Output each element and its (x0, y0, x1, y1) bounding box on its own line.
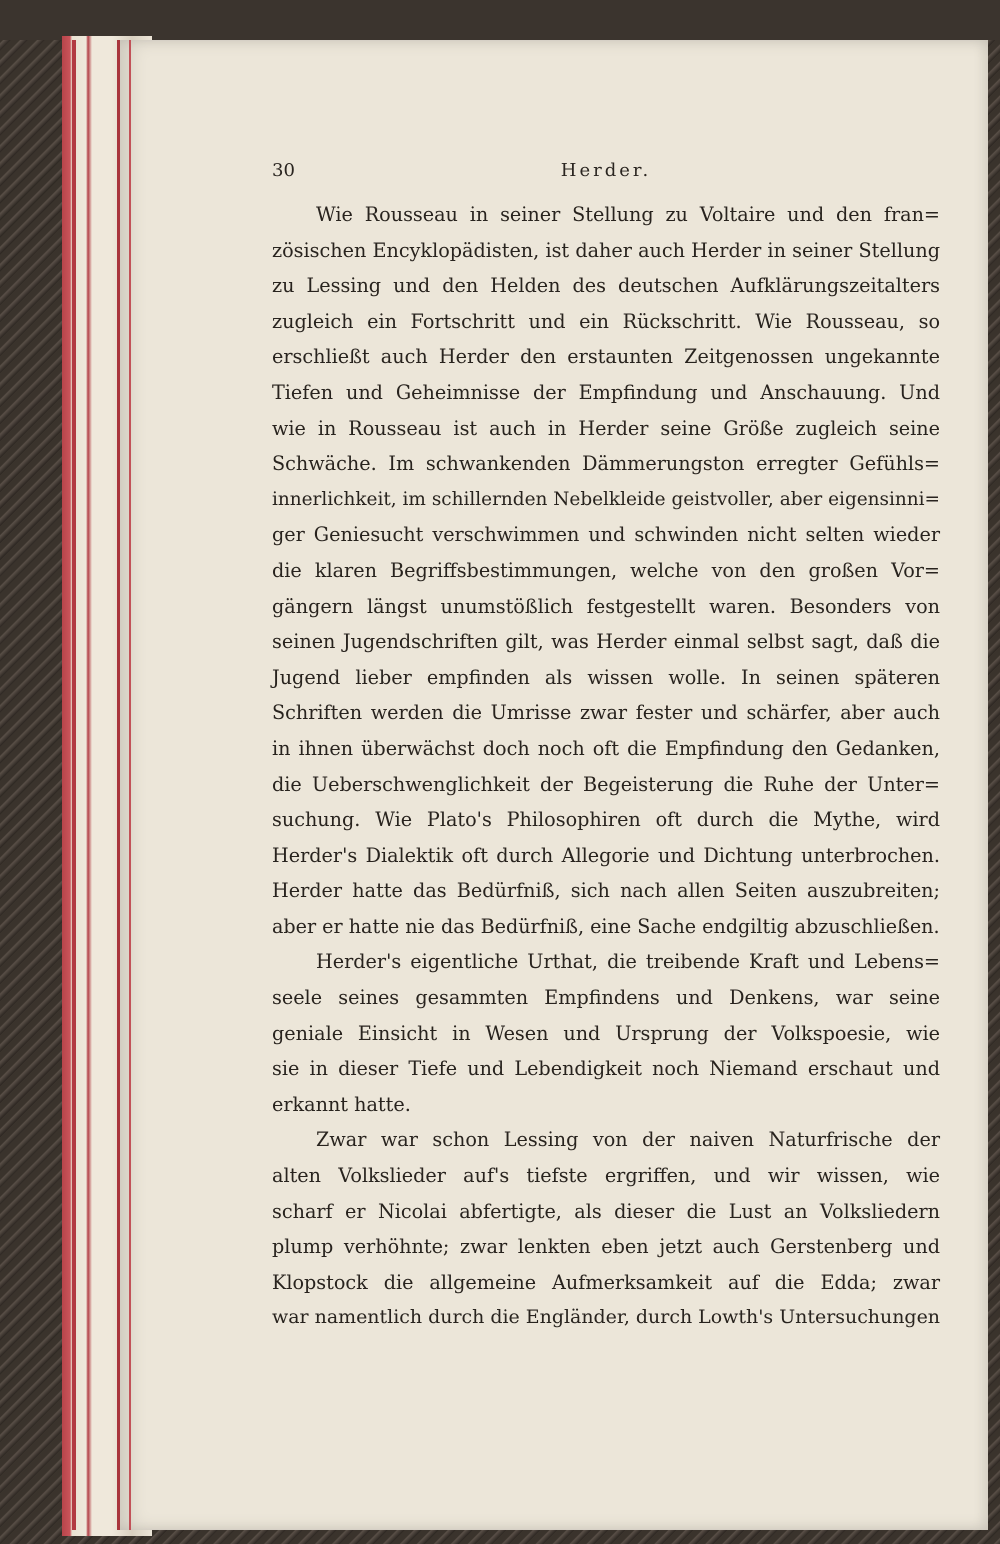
text-line: zugleich ein Fortschritt und ein Rückschritt. Wie Rousseau, so (272, 309, 940, 333)
text-line: wie in Rousseau ist auch in Herder seine Größe zugleich seine (272, 416, 940, 440)
text-line: seele seines gesammten Empfindens und Denkens, war seine (272, 986, 940, 1010)
paragraph (272, 1122, 940, 1336)
text-line: scharf er Nicolai abfertigte, als dieser die Lust an Volksliedern (272, 1199, 940, 1223)
page-number: 30 (272, 160, 295, 181)
text-line: alten Volkslieder auf's tiefste ergriffen, und wir wissen, wie (272, 1164, 940, 1188)
paragraph (272, 197, 940, 944)
text-line: sie in dieser Tiefe und Lebendigkeit noch Niemand erschaut und (272, 1057, 940, 1081)
text-line: Wie Rousseau in seiner Stellung zu Voltaire und den fran= (316, 203, 940, 226)
body-text (272, 197, 940, 1336)
text-line: innerlichkeit, im schillernden Nebelkleide geistvoller, aber eigensinni= (272, 488, 940, 510)
text-line: zösischen Encyklopädisten, ist daher auch Herder in seiner Stellung (272, 238, 940, 262)
red-edge-line (117, 40, 120, 1530)
red-edge-line (129, 40, 131, 1530)
red-edge-line (72, 40, 76, 1530)
text-line: seinen Jugendschriften gilt, was Herder einmal selbst sagt, daß die (272, 630, 940, 654)
text-line: die klaren Begriffsbestimmungen, welche von den großen Vor= (272, 558, 940, 582)
text-line: plump verhöhnte; zwar lenkten eben jetzt auch Gerstenberg und (272, 1235, 940, 1259)
text-line: Klopstock die allgemeine Aufmerksamkeit auf die Edda; zwar (272, 1270, 940, 1294)
page-header (272, 160, 940, 186)
text-line: geniale Einsicht in Wesen und Ursprung der Volkspoesie, wie (272, 1021, 940, 1045)
text-line: Herder's eigentliche Urthat, die treibende Kraft und Lebens= (316, 950, 940, 974)
text-line: Herder hatte das Bedürfniß, sich nach allen Seiten auszubreiten; (272, 879, 940, 903)
text-line: in ihnen überwächst doch noch oft die Empfindung den Gedanken, (272, 736, 940, 760)
text-line: zu Lessing und den Helden des deutschen Aufklärungszeitalters (272, 274, 940, 298)
text-line: gängern längst unumstößlich festgestellt waren. Besonders von (272, 594, 940, 618)
text-line: suchung. Wie Plato's Philosophiren oft durch die Mythe, wird (272, 808, 940, 832)
paragraph (272, 944, 940, 1122)
text-line: Jugend lieber empfinden als wissen wolle. In seinen späteren (272, 665, 940, 689)
text-line: die Ueberschwenglichkeit der Begeisterung die Ruhe der Unter= (272, 772, 940, 796)
text-line: erkannt hatte. (272, 1092, 411, 1116)
text-line: erschließt auch Herder den erstaunten Zeitgenossen ungekannte (272, 345, 940, 369)
text-line: Tiefen und Geheimnisse der Empfindung und Anschauung. Und (272, 380, 940, 404)
text-line: ger Geniesucht verschwimmen und schwinden nicht selten wieder (272, 523, 940, 547)
top-edge (0, 0, 1000, 40)
text-line: Schriften werden die Umrisse zwar fester und schärfer, aber auch (272, 701, 940, 725)
text-line: aber er hatte nie das Bedürfniß, eine Sache endgiltig abzuschließen. (272, 914, 940, 938)
text-line: Zwar war schon Lessing von der naiven Naturfrische der (316, 1128, 940, 1152)
text-line: Schwäche. Im schwankenden Dämmerungston erregter Gefühls= (272, 452, 940, 476)
text-line: Herder's Dialektik oft durch Allegorie und Dichtung unterbrochen. (272, 843, 940, 867)
text-line: war namentlich durch die Engländer, durch Lowth's Untersuchungen (272, 1306, 940, 1329)
running-title: Herder. (560, 160, 652, 181)
